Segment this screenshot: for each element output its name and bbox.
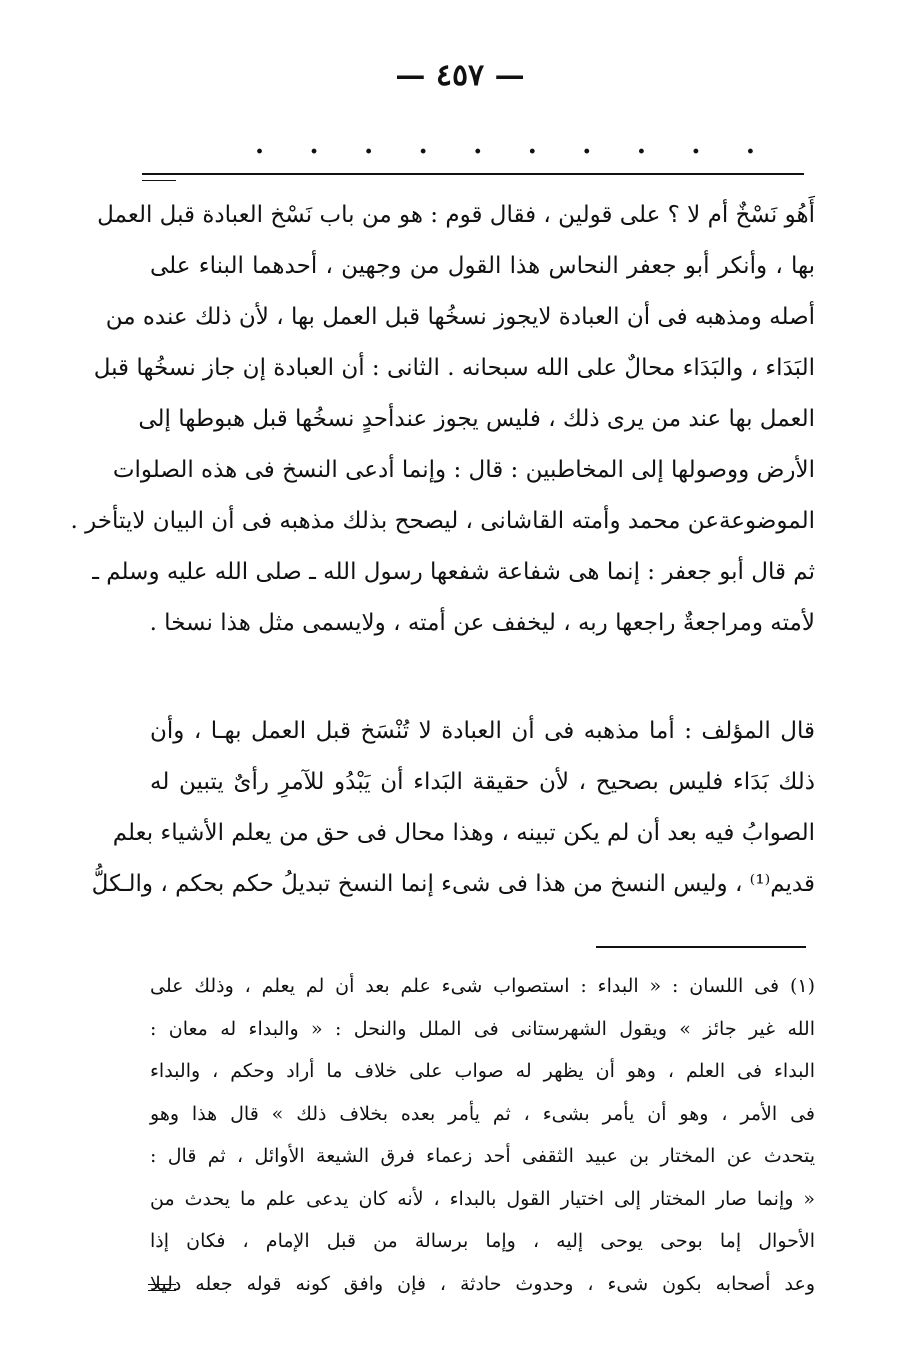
separator-dot: .	[582, 130, 592, 160]
footnote-line: يتحدث عن المختار بن عبيد الثقفى أحد زعماء فرق الشيعة الأوائل ، ثم قال :	[150, 1145, 815, 1167]
text-line: أَهُو نَسْخٌ أم لا ؟ على قولين ، فقال قوم : هو من باب نَسْخ العبادة قبل العمل	[97, 202, 815, 228]
text-line: أصله ومذهبه فى أن العبادة لايجوز نسخُها قبل العمل بها ، لأن ذلك عنده من	[105, 304, 815, 330]
body-paragraph-2	[91, 706, 815, 910]
text-line: العمل بها عند من يرى ذلك ، فليس يجوز عندأحدٍ نسخُها قبل هبوطها إلى	[138, 406, 815, 432]
separator-dot: .	[255, 130, 265, 160]
text-line: قال المؤلف : أما مذهبه فى أن العبادة لا تُنْسَخ قبل العمل بهـا ، وأن	[150, 718, 815, 744]
text-line: الأرض ووصولها إلى المخاطبين : قال : وإنما أدعى النسخ فى هذه الصلوات	[112, 457, 815, 483]
separator-dot: .	[636, 130, 646, 160]
text-line: ثم قال أبو جعفر : إنما هى شفاعة شفعها رسول الله ـ صلى الله عليه وسلم ـ	[92, 559, 815, 585]
separator-dot: .	[745, 130, 755, 160]
text-line: لأمته ومراجعةٌ راجعها ربه ، ليخفف عن أمته ، ولايسمى مثل هذا نسخا .	[149, 610, 815, 636]
footnote-line: البداء فى العلم ، وهو أن يظهر له صواب على خلاف ما أراد وحكم ، والبداء	[150, 1060, 815, 1082]
continuation-mark	[148, 1284, 176, 1291]
footnote-line: فى الأمر ، وهو أن يأمر بشىء ، ثم يأمر بعده بخلاف ذلك » قال هذا وهو	[150, 1102, 815, 1125]
footnote-block	[150, 965, 815, 1305]
footnote-line: « وإنما صار المختار إلى اختيار القول بالبداء ، لأنه كان يدعى علم ما يحدث من	[150, 1187, 815, 1210]
text-line: قديم⁽¹⁾ ، وليس النسخ من هذا فى شىء إنما النسخ تبديلُ حكم بحكم ، والـكلُّ	[91, 871, 815, 897]
footnote-line: الأحوال إما بوحى يوحى إليه ، وإما برسالة من قبل الإمام ، فكان إذا	[150, 1230, 815, 1252]
separator-dots	[255, 132, 755, 158]
text-line: الموضوعةعن محمد وأمته القاشانى ، ليصحح بذلك مذهبه فى أن البيان لايتأخر .	[70, 508, 815, 534]
separator-dot: .	[527, 130, 537, 160]
separator-dot: .	[309, 130, 319, 160]
footnote-line: (١) فى اللسان : « البداء : استصواب شىء علم بعد أن لم يعلم ، وذلك على	[150, 975, 815, 997]
text-line: البَدَاء ، والبَدَاء محالٌ على الله سبحانه . الثانى : أن العبادة إن جاز نسخُها قبل	[93, 355, 815, 381]
separator-dot: .	[473, 130, 483, 160]
page-number: — ٤٥٧ —	[395, 58, 525, 93]
separator-dot: .	[364, 130, 374, 160]
body-paragraph-1	[70, 190, 815, 649]
text-line: بها ، وأنكر أبو جعفر النحاس هذا القول من وجهين ، أحدهما البناء على	[150, 253, 815, 279]
footnote-line: وعد أصحابه بكون شىء ، وحدوث حادثة ، فإن وافق كونه قوله جعله دليلا	[150, 1272, 815, 1295]
footnote-rule	[596, 946, 806, 948]
separator-dot: .	[418, 130, 428, 160]
header-rule	[142, 173, 804, 175]
separator-dot: .	[691, 130, 701, 160]
header-rule-accent	[142, 180, 176, 181]
text-line: ذلك بَدَاء فليس بصحيح ، لأن حقيقة البَداء أن يَبْدُو للآمرِ رأىٌ يتبين له	[150, 769, 815, 795]
footnote-line: الله غير جائز » ويقول الشهرستانى فى الملل والنحل : « والبداء له معان :	[150, 1017, 815, 1040]
text-line: الصوابُ فيه بعد أن لم يكن تبينه ، وهذا محال فى حق من يعلم الأشياء بعلم	[112, 820, 815, 846]
